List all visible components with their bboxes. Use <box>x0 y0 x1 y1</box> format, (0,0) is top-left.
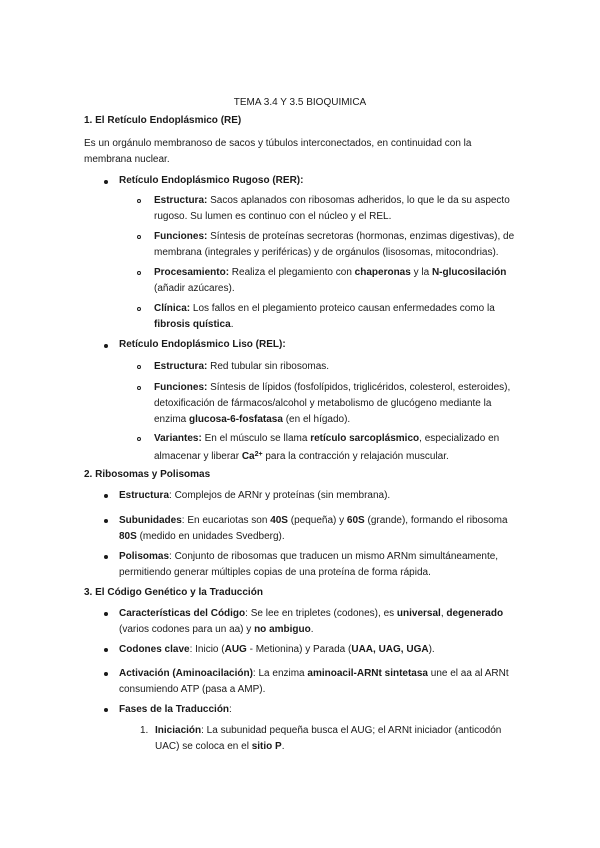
document-title: TEMA 3.4 Y 3.5 BIOQUIMICA <box>233 97 367 108</box>
sub-bullet-icon <box>137 235 141 239</box>
ribosomas-estructura-line: Estructura: Complejos de ARNr y proteínas (sin membrana). <box>119 490 391 501</box>
rel-funciones-line-1: Funciones: Síntesis de lípidos (fosfolípidos, triglicéridos, colesterol, esteroides), <box>154 382 511 393</box>
polisomas-line-2: permitiendo generar múltiples copias de una proteína de forma rápida. <box>119 567 431 578</box>
rer-estructura-line-1: Estructura: Sacos aplanados con ribosomas adheridos, lo que le da su aspecto <box>154 195 510 206</box>
rer-funciones-line-1: Funciones: Síntesis de proteínas secretoras (hormonas, enzimas digestivas), de <box>154 231 515 242</box>
activacion-line-1: Activación (Aminoacilación): La enzima aminoacil-ARNt sintetasa une el aa al ARNt <box>119 668 509 679</box>
rer-clinica-line-2: fibrosis quística. <box>154 319 234 330</box>
bullet-icon <box>104 612 108 616</box>
rer-label: Retículo Endoplásmico Rugoso (RER): <box>119 175 304 186</box>
codigo-caracteristicas-line-2: (varios codones para un aa) y no ambiguo. <box>119 624 314 635</box>
bullet-icon <box>104 672 108 676</box>
bullet-icon <box>104 344 108 348</box>
iniciacion-line-2: UAC) se coloca en el sitio P. <box>155 741 285 752</box>
rel-funciones-line-3: enzima glucosa-6-fosfatasa (en el hígado). <box>154 414 351 425</box>
ribosomas-subunidades-line-2: 80S (medido en unidades Svedberg). <box>119 531 285 542</box>
bullet-icon <box>104 708 108 712</box>
rer-procesamiento-line-2: (añadir azúcares). <box>154 283 235 294</box>
sub-bullet-icon <box>137 271 141 275</box>
iniciacion-line-1: Iniciación: La subunidad pequeña busca el AUG; el ARNt iniciador (anticodón <box>155 725 502 736</box>
sub-bullet-icon <box>137 307 141 311</box>
ribosomas-subunidades-line-1: Subunidades: En eucariotas son 40S (pequeña) y 60S (grande), formando el ribosoma <box>119 515 508 526</box>
section-3-heading: 3. El Código Genético y la Traducción <box>84 587 263 598</box>
sub-bullet-icon <box>137 365 141 369</box>
rel-funciones-line-2: detoxificación de fármacos/alcohol y metabolismo de glucógeno mediante la <box>154 398 492 409</box>
bullet-icon <box>104 180 108 184</box>
rer-funciones-line-2: membrana (integrales y periféricas) y de orgánulos (lisosomas, mitocondrias). <box>154 247 499 258</box>
rer-procesamiento-line-1: Procesamiento: Realiza el plegamiento con chaperonas y la N-glucosilación <box>154 267 507 278</box>
bullet-icon <box>104 494 108 498</box>
section-1-intro-line-1: Es un orgánulo membranoso de sacos y túbulos interconectados, en continuidad con la <box>84 138 472 149</box>
codigo-caracteristicas-line-1: Características del Código: Se lee en tripletes (codones), es universal, degenerado <box>119 608 504 619</box>
section-2-heading: 2. Ribosomas y Polisomas <box>84 469 211 480</box>
list-number: 1. <box>140 725 149 736</box>
bullet-icon <box>104 555 108 559</box>
section-1-heading: 1. El Retículo Endoplásmico (RE) <box>84 115 242 126</box>
fases-traduccion-label: Fases de la Traducción: <box>119 704 232 715</box>
section-1-intro-line-2: membrana nuclear. <box>84 154 170 165</box>
polisomas-line-1: Polisomas: Conjunto de ribosomas que traducen un mismo ARNm simultáneamente, <box>119 551 499 562</box>
sub-bullet-icon <box>137 199 141 203</box>
bullet-icon <box>104 648 108 652</box>
codones-clave-line: Codones clave: Inicio (AUG - Metionina) y Parada (UAA, UAG, UGA). <box>119 644 435 655</box>
rel-variantes-line-1: Variantes: En el músculo se llama retículo sarcoplásmico, especializado en <box>154 433 500 444</box>
sub-bullet-icon <box>137 386 141 390</box>
bullet-icon <box>104 519 108 523</box>
rel-estructura-line-1: Estructura: Red tubular sin ribosomas. <box>154 361 330 372</box>
rel-label: Retículo Endoplásmico Liso (REL): <box>119 339 286 350</box>
activacion-line-2: consumiendo ATP (pasa a AMP). <box>119 684 266 695</box>
rel-variantes-line-2: almacenar y liberar $Ca^{2+}$ para la contracción y relajación muscular. <box>154 451 449 462</box>
rer-clinica-line-1: Clínica: Los fallos en el plegamiento proteico causan enfermedades como la <box>154 303 495 314</box>
rer-estructura-line-2: rugoso. Su lumen es continuo con el núcleo y el REL. <box>154 211 392 222</box>
sub-bullet-icon <box>137 437 141 441</box>
